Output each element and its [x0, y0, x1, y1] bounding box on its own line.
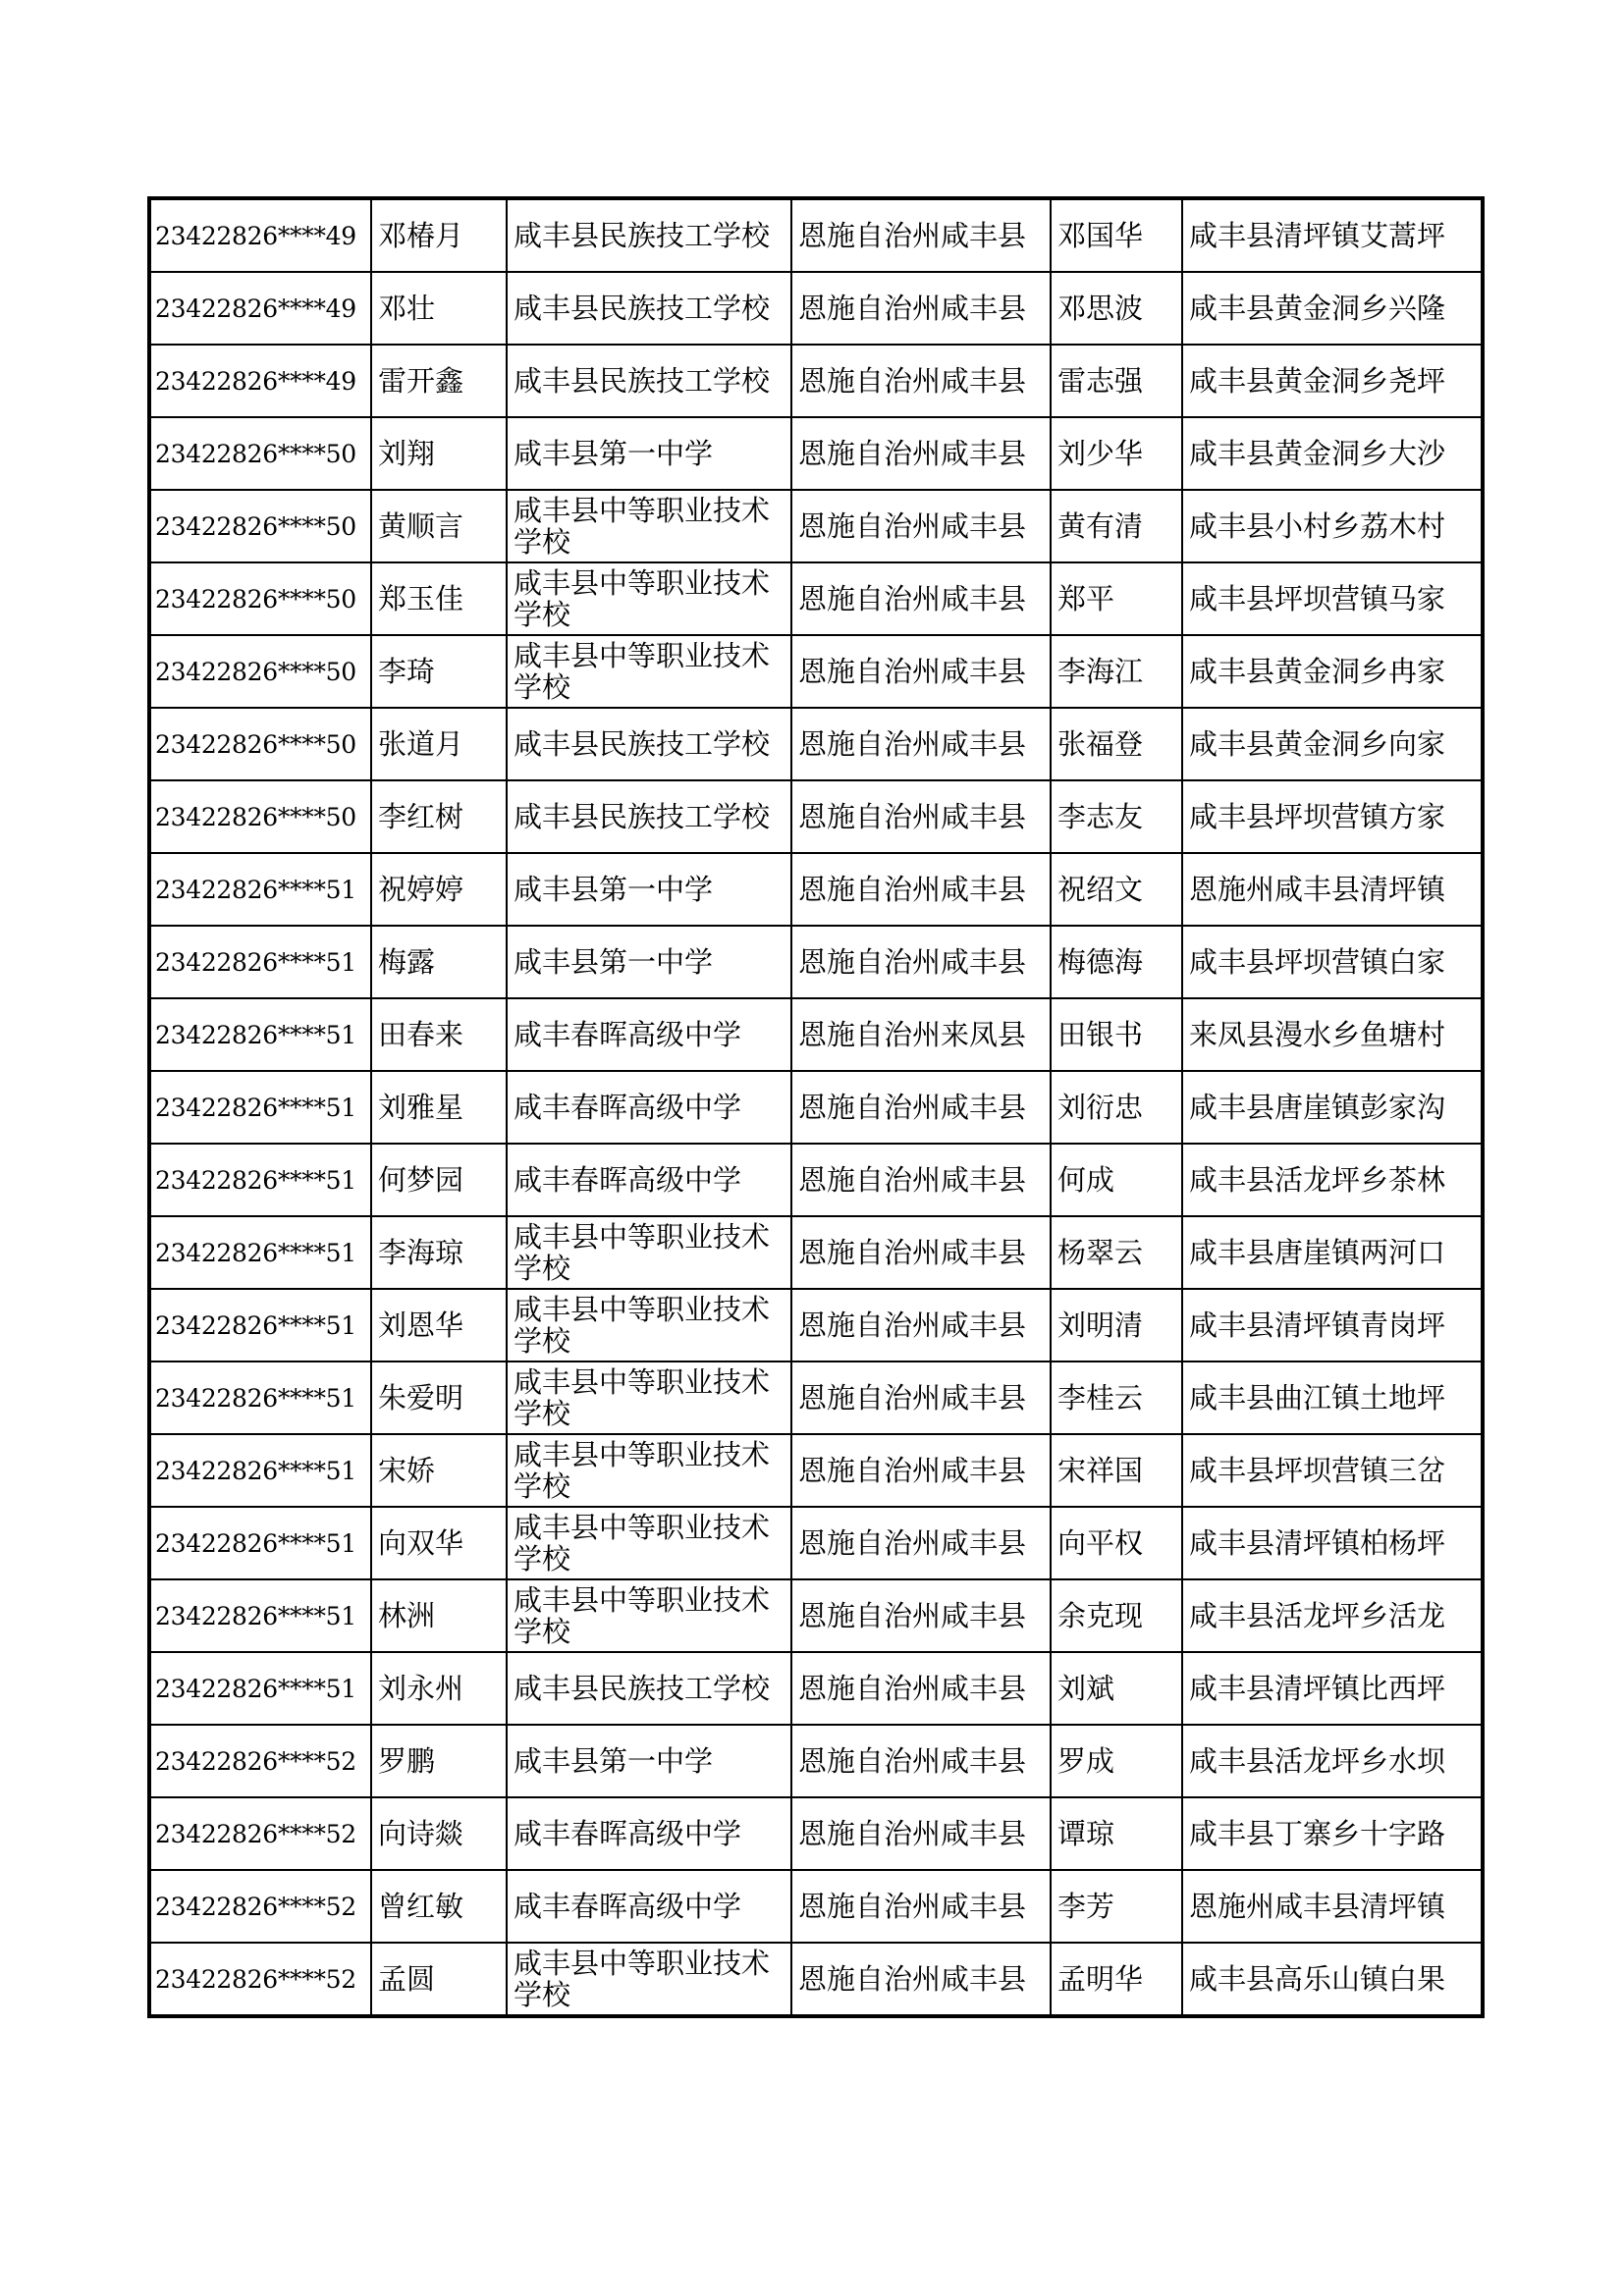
roster-body	[149, 198, 1483, 2016]
table-row	[149, 1507, 1483, 1579]
address-cell: 咸丰县坪坝营镇三岔	[1182, 1434, 1483, 1507]
school-cell: 咸丰县中等职业技术学校	[507, 1579, 791, 1652]
table-row	[149, 926, 1483, 998]
name-cell: 林洲	[371, 1579, 507, 1652]
region-cell: 恩施自治州咸丰县	[791, 780, 1051, 853]
address-cell: 咸丰县唐崖镇两河口	[1182, 1216, 1483, 1289]
id-cell: 23422826****50	[149, 635, 371, 708]
id-cell: 23422826****50	[149, 708, 371, 780]
id-cell: 23422826****51	[149, 1434, 371, 1507]
region-cell: 恩施自治州咸丰县	[791, 1434, 1051, 1507]
school-cell: 咸丰县民族技工学校	[507, 272, 791, 345]
id-cell: 23422826****51	[149, 926, 371, 998]
table-row	[149, 1870, 1483, 1943]
guardian-cell: 李志友	[1051, 780, 1182, 853]
region-cell: 恩施自治州咸丰县	[791, 417, 1051, 490]
region-cell: 恩施自治州咸丰县	[791, 1071, 1051, 1144]
region-cell: 恩施自治州咸丰县	[791, 1507, 1051, 1579]
school-cell: 咸丰县民族技工学校	[507, 345, 791, 417]
guardian-cell: 雷志强	[1051, 345, 1182, 417]
address-cell: 咸丰县清坪镇柏杨坪	[1182, 1507, 1483, 1579]
name-cell: 刘雅星	[371, 1071, 507, 1144]
address-cell: 咸丰县坪坝营镇马家	[1182, 562, 1483, 635]
id-cell: 23422826****52	[149, 1943, 371, 2016]
id-cell: 23422826****52	[149, 1870, 371, 1943]
guardian-cell: 梅德海	[1051, 926, 1182, 998]
address-cell: 咸丰县黄金洞乡尧坪	[1182, 345, 1483, 417]
id-cell: 23422826****52	[149, 1725, 371, 1797]
id-cell: 23422826****51	[149, 853, 371, 926]
school-cell: 咸丰春晖高级中学	[507, 1071, 791, 1144]
guardian-cell: 郑平	[1051, 562, 1182, 635]
guardian-cell: 李桂云	[1051, 1362, 1182, 1434]
address-cell: 咸丰县黄金洞乡大沙	[1182, 417, 1483, 490]
table-row	[149, 490, 1483, 562]
guardian-cell: 祝绍文	[1051, 853, 1182, 926]
address-cell: 咸丰县活龙坪乡活龙	[1182, 1579, 1483, 1652]
region-cell: 恩施自治州咸丰县	[791, 1579, 1051, 1652]
table-row	[149, 1943, 1483, 2016]
guardian-cell: 刘明清	[1051, 1289, 1182, 1362]
name-cell: 罗鹏	[371, 1725, 507, 1797]
region-cell: 恩施自治州咸丰县	[791, 1652, 1051, 1725]
guardian-cell: 何成	[1051, 1144, 1182, 1216]
id-cell: 23422826****51	[149, 1144, 371, 1216]
name-cell: 刘永州	[371, 1652, 507, 1725]
id-cell: 23422826****51	[149, 1652, 371, 1725]
table-row	[149, 1434, 1483, 1507]
table-row	[149, 708, 1483, 780]
address-cell: 咸丰县唐崖镇彭家沟	[1182, 1071, 1483, 1144]
table-row	[149, 1797, 1483, 1870]
name-cell: 向双华	[371, 1507, 507, 1579]
region-cell: 恩施自治州咸丰县	[791, 708, 1051, 780]
name-cell: 祝婷婷	[371, 853, 507, 926]
region-cell: 恩施自治州咸丰县	[791, 1216, 1051, 1289]
school-cell: 咸丰春晖高级中学	[507, 998, 791, 1071]
name-cell: 邓椿月	[371, 198, 507, 272]
guardian-cell: 张福登	[1051, 708, 1182, 780]
table-row	[149, 1652, 1483, 1725]
id-cell: 23422826****49	[149, 345, 371, 417]
region-cell: 恩施自治州咸丰县	[791, 926, 1051, 998]
id-cell: 23422826****49	[149, 272, 371, 345]
region-cell: 恩施自治州咸丰县	[791, 490, 1051, 562]
name-cell: 梅露	[371, 926, 507, 998]
school-cell: 咸丰县第一中学	[507, 1725, 791, 1797]
school-cell: 咸丰春晖高级中学	[507, 1144, 791, 1216]
address-cell: 咸丰县清坪镇青岗坪	[1182, 1289, 1483, 1362]
school-cell: 咸丰县中等职业技术学校	[507, 1943, 791, 2016]
school-cell: 咸丰县民族技工学校	[507, 198, 791, 272]
guardian-cell: 孟明华	[1051, 1943, 1182, 2016]
name-cell: 黄顺言	[371, 490, 507, 562]
id-cell: 23422826****50	[149, 780, 371, 853]
table-row	[149, 198, 1483, 272]
guardian-cell: 向平权	[1051, 1507, 1182, 1579]
id-cell: 23422826****51	[149, 1289, 371, 1362]
id-cell: 23422826****51	[149, 998, 371, 1071]
region-cell: 恩施自治州咸丰县	[791, 272, 1051, 345]
region-cell: 恩施自治州咸丰县	[791, 1144, 1051, 1216]
id-cell: 23422826****51	[149, 1507, 371, 1579]
address-cell: 咸丰县曲江镇土地坪	[1182, 1362, 1483, 1434]
school-cell: 咸丰县第一中学	[507, 926, 791, 998]
address-cell: 咸丰县坪坝营镇方家	[1182, 780, 1483, 853]
school-cell: 咸丰县中等职业技术学校	[507, 1289, 791, 1362]
id-cell: 23422826****51	[149, 1071, 371, 1144]
name-cell: 刘翔	[371, 417, 507, 490]
school-cell: 咸丰县民族技工学校	[507, 708, 791, 780]
table-row	[149, 1216, 1483, 1289]
table-row	[149, 780, 1483, 853]
name-cell: 何梦园	[371, 1144, 507, 1216]
table-row	[149, 1071, 1483, 1144]
table-row	[149, 1144, 1483, 1216]
region-cell: 恩施自治州咸丰县	[791, 1362, 1051, 1434]
name-cell: 向诗燚	[371, 1797, 507, 1870]
id-cell: 23422826****51	[149, 1362, 371, 1434]
guardian-cell: 刘少华	[1051, 417, 1182, 490]
address-cell: 咸丰县清坪镇比西坪	[1182, 1652, 1483, 1725]
region-cell: 恩施自治州咸丰县	[791, 1289, 1051, 1362]
guardian-cell: 罗成	[1051, 1725, 1182, 1797]
address-cell: 恩施州咸丰县清坪镇	[1182, 853, 1483, 926]
table-row	[149, 1289, 1483, 1362]
table-row	[149, 417, 1483, 490]
guardian-cell: 黄有清	[1051, 490, 1182, 562]
guardian-cell: 李芳	[1051, 1870, 1182, 1943]
table-row	[149, 853, 1483, 926]
guardian-cell: 邓思波	[1051, 272, 1182, 345]
school-cell: 咸丰县中等职业技术学校	[507, 1434, 791, 1507]
region-cell: 恩施自治州咸丰县	[791, 1725, 1051, 1797]
name-cell: 邓壮	[371, 272, 507, 345]
name-cell: 雷开鑫	[371, 345, 507, 417]
table-row	[149, 1362, 1483, 1434]
address-cell: 咸丰县丁寨乡十字路	[1182, 1797, 1483, 1870]
region-cell: 恩施自治州咸丰县	[791, 198, 1051, 272]
school-cell: 咸丰县第一中学	[507, 417, 791, 490]
guardian-cell: 田银书	[1051, 998, 1182, 1071]
name-cell: 朱爱明	[371, 1362, 507, 1434]
table-row	[149, 345, 1483, 417]
region-cell: 恩施自治州咸丰县	[791, 1870, 1051, 1943]
id-cell: 23422826****50	[149, 417, 371, 490]
school-cell: 咸丰县民族技工学校	[507, 780, 791, 853]
school-cell: 咸丰春晖高级中学	[507, 1870, 791, 1943]
region-cell: 恩施自治州咸丰县	[791, 562, 1051, 635]
table-row	[149, 1579, 1483, 1652]
school-cell: 咸丰县中等职业技术学校	[507, 1216, 791, 1289]
address-cell: 咸丰县黄金洞乡向家	[1182, 708, 1483, 780]
guardian-cell: 余克现	[1051, 1579, 1182, 1652]
table-row	[149, 1725, 1483, 1797]
name-cell: 曾红敏	[371, 1870, 507, 1943]
name-cell: 李红树	[371, 780, 507, 853]
guardian-cell: 邓国华	[1051, 198, 1182, 272]
region-cell: 恩施自治州咸丰县	[791, 1797, 1051, 1870]
address-cell: 咸丰县清坪镇艾蒿坪	[1182, 198, 1483, 272]
school-cell: 咸丰县第一中学	[507, 853, 791, 926]
id-cell: 23422826****50	[149, 562, 371, 635]
address-cell: 来凤县漫水乡鱼塘村	[1182, 998, 1483, 1071]
table-row	[149, 562, 1483, 635]
address-cell: 咸丰县坪坝营镇白家	[1182, 926, 1483, 998]
table-row	[149, 998, 1483, 1071]
id-cell: 23422826****52	[149, 1797, 371, 1870]
region-cell: 恩施自治州咸丰县	[791, 853, 1051, 926]
id-cell: 23422826****51	[149, 1216, 371, 1289]
address-cell: 咸丰县黄金洞乡兴隆	[1182, 272, 1483, 345]
name-cell: 宋娇	[371, 1434, 507, 1507]
name-cell: 孟圆	[371, 1943, 507, 2016]
guardian-cell: 杨翠云	[1051, 1216, 1182, 1289]
school-cell: 咸丰县民族技工学校	[507, 1652, 791, 1725]
guardian-cell: 刘斌	[1051, 1652, 1182, 1725]
school-cell: 咸丰春晖高级中学	[507, 1797, 791, 1870]
region-cell: 恩施自治州来凤县	[791, 998, 1051, 1071]
address-cell: 恩施州咸丰县清坪镇	[1182, 1870, 1483, 1943]
guardian-cell: 李海江	[1051, 635, 1182, 708]
region-cell: 恩施自治州咸丰县	[791, 1943, 1051, 2016]
school-cell: 咸丰县中等职业技术学校	[507, 1362, 791, 1434]
school-cell: 咸丰县中等职业技术学校	[507, 562, 791, 635]
name-cell: 郑玉佳	[371, 562, 507, 635]
address-cell: 咸丰县黄金洞乡冉家	[1182, 635, 1483, 708]
name-cell: 田春来	[371, 998, 507, 1071]
name-cell: 李琦	[371, 635, 507, 708]
id-cell: 23422826****49	[149, 198, 371, 272]
school-cell: 咸丰县中等职业技术学校	[507, 635, 791, 708]
guardian-cell: 谭琼	[1051, 1797, 1182, 1870]
region-cell: 恩施自治州咸丰县	[791, 635, 1051, 708]
school-cell: 咸丰县中等职业技术学校	[507, 490, 791, 562]
name-cell: 刘恩华	[371, 1289, 507, 1362]
address-cell: 咸丰县高乐山镇白果	[1182, 1943, 1483, 2016]
id-cell: 23422826****51	[149, 1579, 371, 1652]
guardian-cell: 宋祥国	[1051, 1434, 1182, 1507]
table-row	[149, 272, 1483, 345]
document-page	[147, 196, 1481, 2018]
address-cell: 咸丰县活龙坪乡茶林	[1182, 1144, 1483, 1216]
roster-table	[147, 196, 1485, 2018]
school-cell: 咸丰县中等职业技术学校	[507, 1507, 791, 1579]
table-row	[149, 635, 1483, 708]
name-cell: 李海琼	[371, 1216, 507, 1289]
guardian-cell: 刘衍忠	[1051, 1071, 1182, 1144]
address-cell: 咸丰县活龙坪乡水坝	[1182, 1725, 1483, 1797]
id-cell: 23422826****50	[149, 490, 371, 562]
region-cell: 恩施自治州咸丰县	[791, 345, 1051, 417]
name-cell: 张道月	[371, 708, 507, 780]
address-cell: 咸丰县小村乡荔木村	[1182, 490, 1483, 562]
